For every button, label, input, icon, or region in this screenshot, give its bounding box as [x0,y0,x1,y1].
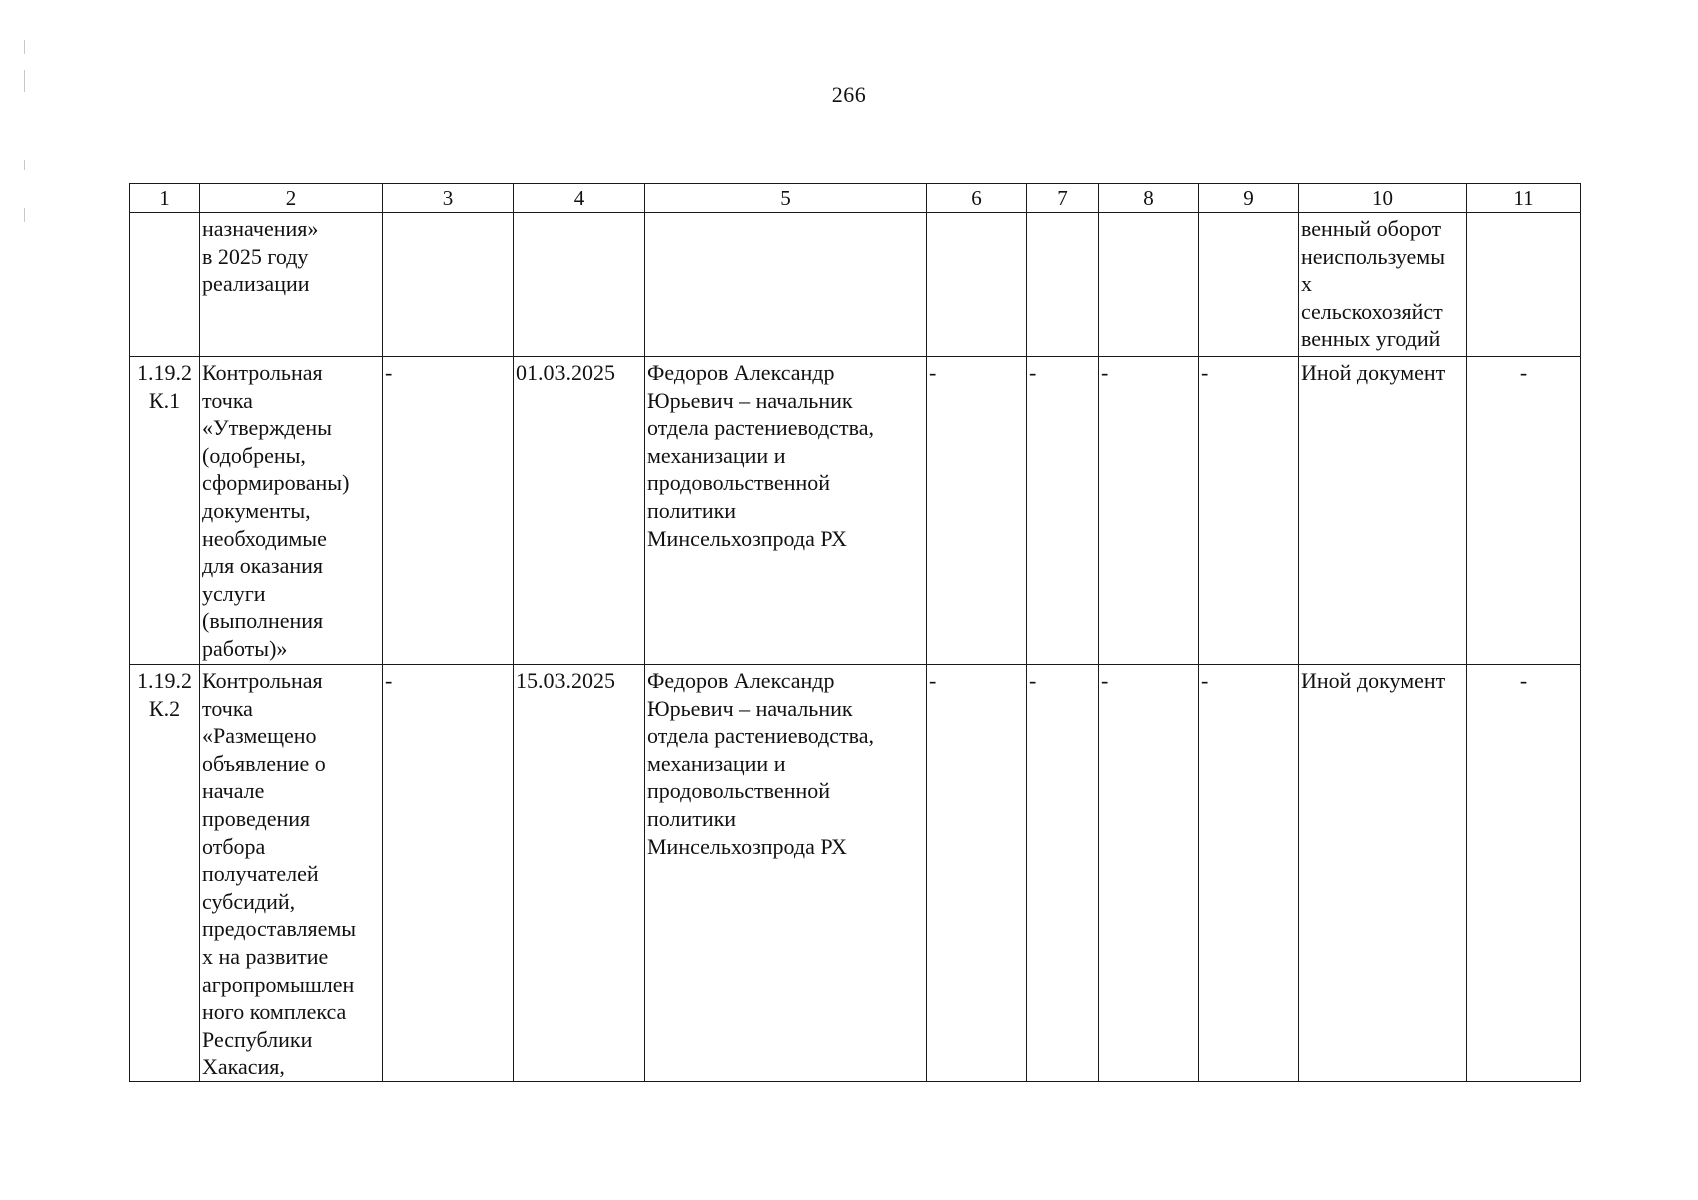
cell-col11: - [1467,665,1581,1082]
cell-document: Иной документ [1299,357,1467,665]
cell-responsible: Федоров Александр Юрьевич – начальник отдела растениеводства, механизации и продовольственной политики Минсельхозпрода РХ [645,665,927,1082]
cell-col6: - [927,357,1027,665]
cell-number: 1.19.2 К.2 [130,665,200,1082]
cell-col8: - [1099,357,1199,665]
column-number-header: 10 [1299,184,1467,213]
column-number-header: 1 [130,184,200,213]
cell-date [514,213,645,357]
column-number-header: 8 [1099,184,1199,213]
cell-col3 [383,213,514,357]
cell-col9: - [1199,357,1299,665]
cell-number [130,213,200,357]
cell-name: Контрольная точка «Размещено объявление о начале проведения отбора получателей субсидий, предоставляемы х на развитие агропромышлен ного комплекса Республики Хакасия, [200,665,383,1082]
cell-responsible: Федоров Александр Юрьевич – начальник отдела растениеводства, механизации и продовольственной политики Минсельхозпрода РХ [645,357,927,665]
column-number-header: 7 [1027,184,1099,213]
cell-col9: - [1199,665,1299,1082]
cell-date: 15.03.2025 [514,665,645,1082]
cell-number: 1.19.2 К.1 [130,357,200,665]
column-number-header: 9 [1199,184,1299,213]
cell-col3: - [383,357,514,665]
column-number-header: 5 [645,184,927,213]
column-number-header: 6 [927,184,1027,213]
cell-document: Иной документ [1299,665,1467,1082]
cell-col3: - [383,665,514,1082]
cell-name: назначения» в 2025 году реализации [200,213,383,357]
cell-col6 [927,213,1027,357]
column-number-header: 4 [514,184,645,213]
plan-table [129,183,1581,1082]
page-number: 266 [831,82,867,107]
table-row-k1 [130,357,1581,665]
column-number-header: 2 [200,184,383,213]
scan-edge-marks [24,40,34,240]
column-number-row [130,184,1581,213]
column-number-header: 3 [383,184,514,213]
cell-name: Контрольная точка «Утверждены (одобрены, сформированы) документы, необходимые для оказания услуги (выполнения работы)» [200,357,383,665]
cell-col8: - [1099,665,1199,1082]
column-number-header: 11 [1467,184,1581,213]
cell-col9 [1199,213,1299,357]
cell-col7: - [1027,357,1099,665]
cell-col6: - [927,665,1027,1082]
cell-col7: - [1027,665,1099,1082]
cell-document: венный оборот неиспользуемы х сельскохозяйст венных угодий [1299,213,1467,357]
cell-col11 [1467,213,1581,357]
cell-col8 [1099,213,1199,357]
cell-date: 01.03.2025 [514,357,645,665]
table-row-k2 [130,665,1581,1082]
table-row-continuation [130,213,1581,357]
cell-responsible [645,213,927,357]
cell-col11: - [1467,357,1581,665]
cell-col7 [1027,213,1099,357]
